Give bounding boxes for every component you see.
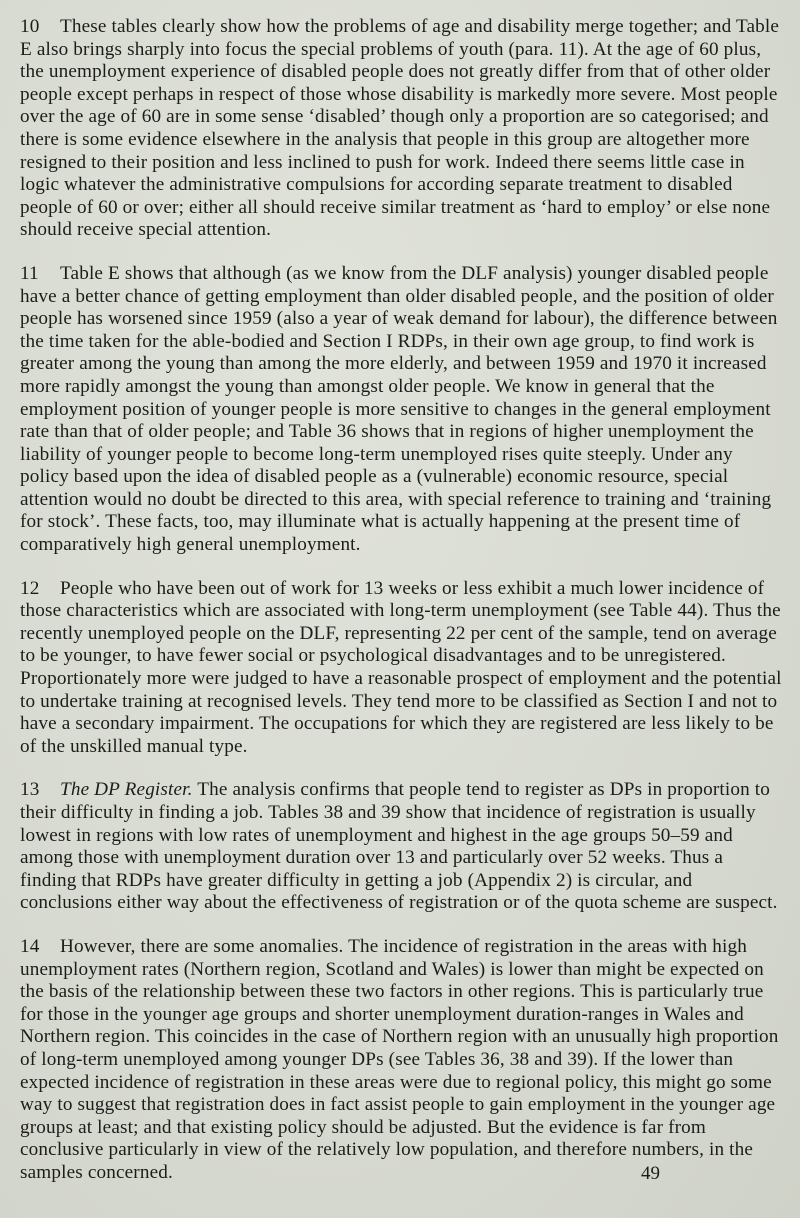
- paragraph-number: 12: [20, 577, 40, 599]
- paragraph-text: People who have been out of work for 13 weeks or less exhibit a much lower incidence of those characteristics which are associated with long-term unemployment (see Table 44). Thus the recently unemployed people on the DLF, representing 22 per cent of the sample, tend on average to be younger, to have fewer social or psychological disadvantages and to be unregistered. Proportionately more were judged to have a reasonable prospect of employment and the potential to undertake training at recognised levels. They tend more to be classified as Section I and not to have a secondary impairment. The occupations for which they are registered are less likely to be of the unskilled manual type.: [20, 577, 782, 757]
- paragraph-13: [20, 779, 784, 915]
- paragraph-number: 11: [20, 262, 39, 284]
- paragraph-text: However, there are some anomalies. The incidence of registration in the areas with high unemployment rates (Northern region, Scotland and Wales) is lower than might be expected on the basis of the relationship between these two factors in other regions. This is particularly true for those in the younger age groups and shorter unemployment duration-ranges in Wales and Northern region. This coincides in the case of Northern region with an unusually high proportion of long-term unemployed among younger DPs (see Tables 36, 38 and 39). If the lower than expected incidence of registration in these areas were due to regional policy, this might go some way to suggest that registration does in fact assist people to gain employment in the younger age groups at least; and that existing policy should be adjusted. But the evidence is far from conclusive particularly in view of the relatively low population, and therefore numbers, in the samples concerned.: [20, 935, 779, 1183]
- paragraph-heading: The DP Register.: [60, 779, 193, 801]
- paragraph-11: [20, 263, 784, 557]
- paragraph-12: [20, 578, 784, 759]
- paragraph-14: [20, 936, 784, 1185]
- paragraph-number: 10: [20, 16, 40, 37]
- paragraph-text: Table E shows that although (as we know from the DLF analysis) younger disabled people have a better chance of getting employment than older disabled people, and the position of older people has worsened since 1959 (also a year of weak demand for labour), the difference between the time taken for the able-bodied and Section I RDPs, in their own age group, to find work is greater among the young than among the more elderly, and between 1959 and 1970 it increased more rapidly amongst the young than amongst older people. We know in general that the employment position of younger people is more sensitive to changes in the general employment rate than that of older people; and Table 36 shows that in regions of higher unemployment the liability of younger people to become long-term unemployed rises quite steeply. Under any policy based upon the idea of disabled people as a (vulnerable) economic resource, special attention would no doubt be directed to this area, with special reference to training and ‘training for stock’. These facts, too, may illuminate what is actually happening at the present time of comparatively high general unemployment.: [20, 262, 778, 556]
- paragraph-number: 13: [20, 779, 40, 801]
- page-number: 49: [641, 1163, 660, 1184]
- paragraph-text: The analysis confirms that people tend to register as DPs in proportion to their difficulty in finding a job. Tables 38 and 39 show that incidence of registration is usually lowest in regions with low rates of unemployment and highest in the age groups 50–59 and among those with unemployment duration over 13 and particularly over 52 weeks. Thus a finding that RDPs have greater difficulty in getting a job (Appendix 2) is circular, and conclusions either way about the effectiveness of registration or of the quota scheme are suspect.: [20, 779, 778, 914]
- paragraph-text: These tables clearly show how the problems of age and disability merge together; and Table E also brings sharply into focus the special problems of youth (para. 11). At the age of 60 plus, the unemployment experience of disabled people does not greatly differ from that of other older people except perhaps in respect of those whose disability is markedly more severe. Most people over the age of 60 are in some sense ‘disabled’ though only a proportion are so categorised; and there is some evidence elsewhere in the analysis that people in this group are altogether more resigned to their position and less inclined to push for work. Indeed there seems little case in logic whatever the administrative compulsions for according separate treatment to disabled people of 60 or over; either all should receive similar treatment as ‘hard to employ’ or else none should receive special attention.: [20, 16, 780, 241]
- paragraph-10: [20, 16, 784, 242]
- paragraph-number: 14: [20, 935, 40, 957]
